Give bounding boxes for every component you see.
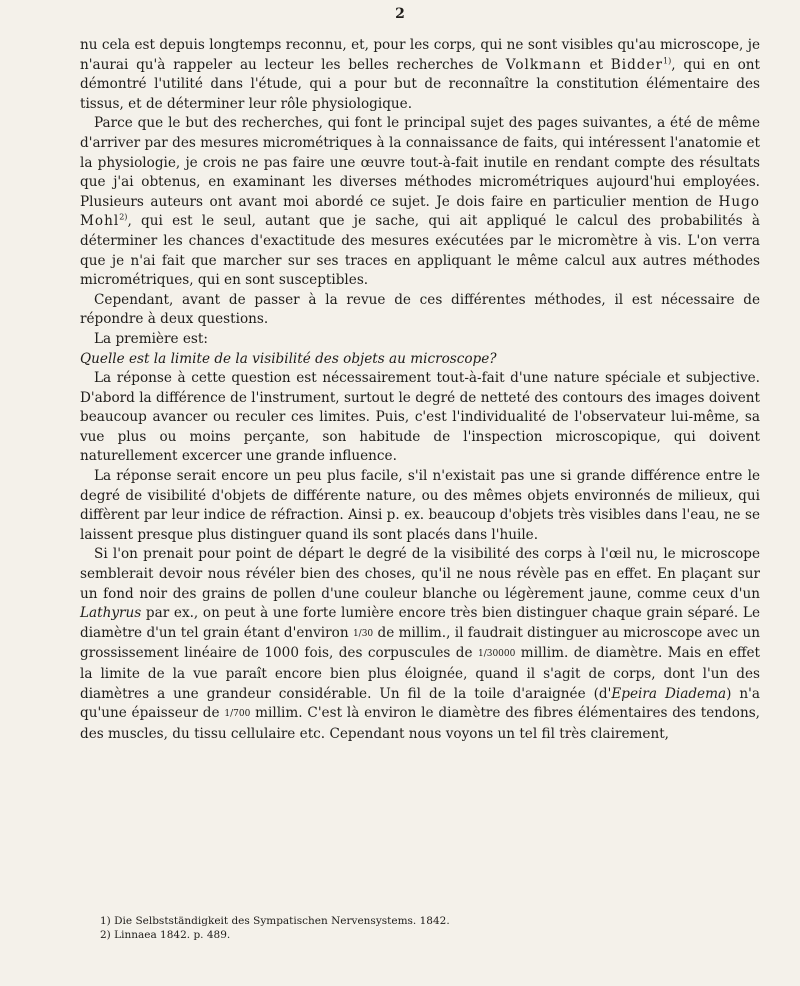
text-run: La réponse serait encore un peu plus facile, s'il n'existait pas une si grande différence entre le degré de visibilité d'objets de différente nature, ou des mêmes objets environnés de milieux, qui diffèrent par leur indice de réfraction. Ainsi p. ex. beaucoup d'objets très visibles dans l'eau, ne se laissent presque plus distinguer quand ils sont placés dans l'huile. <box>80 468 760 543</box>
text-run: , qui est le seul, autant que je sache, qui ait appliqué le calcul des probabilités à déterminer les chances d'exactitude des mesures exécutées par le micromètre à vis. L'on verra que je n'ai fait que marcher sur ses traces en appliquant le même calcul aux autres méthodes micrométriques, qui en sont susceptibles. <box>80 213 760 289</box>
paragraph <box>80 369 760 467</box>
paragraph <box>80 330 760 350</box>
footnote-ref: 2) <box>119 212 128 222</box>
author-name: Bidder <box>610 56 664 73</box>
text-run: La première est: <box>94 330 208 347</box>
footnotes <box>100 914 740 942</box>
paragraph <box>80 545 760 744</box>
fraction: 1/30 <box>352 628 374 639</box>
text-run: de millim., il faudrait distinguer au microscope avec un grossissement linéaire de 1000 fois, des corpuscules de <box>80 624 761 662</box>
text-run: millim. de diamètre. Mais en effet la limite de la vue paraît encore bien plus éloignée, quand il s'agit de corps, dont l'un des diamètres a une grandeur considérable. Un fil de la toile d'araignée (d' <box>80 645 760 702</box>
species-name: Lathyrus <box>80 605 142 622</box>
paragraph <box>80 291 760 330</box>
question-heading <box>80 350 760 370</box>
page-number: 2 <box>395 6 405 22</box>
text-run: Si l'on prenait pour point de départ le degré de la visibilité des corps à l'œil nu, le microscope semblerait devoir nous révéler bien des choses, qu'il ne nous révèle pas en effet. En plaçant sur un fond noir des grains de pollen d'une couleur blanche ou légèrement jaune, comme ceux d'un <box>80 546 760 602</box>
body-text <box>80 36 760 744</box>
footnote: 2) Linnaea 1842. p. 489. <box>100 929 231 941</box>
text-run: Quelle est la limite de la visibilité des objets au microscope? <box>80 350 497 367</box>
text-run: Parce que le but des recherches, qui font le principal sujet des pages suivantes, a été de même d'arriver par des mesures micrométriques à la connaissance de faits, qui intéressent l'anatomie et la physiologie, je crois ne pas faire une œuvre tout-à-fait inutile en rendant compte des résultats que j'ai obtenus, en examinant les diverses méthodes micrométriques aujourd'hui employées. Plusieurs auteurs ont avant moi abordé ce sujet. Je dois faire en particulier mention de <box>80 115 760 210</box>
author-name: Hugo Mohl <box>80 193 760 230</box>
fraction: 1/30000 <box>477 649 516 660</box>
text-run: La réponse à cette question est nécessairement tout-à-fait d'une nature spéciale et subjective. D'abord la différence de l'instrument, surtout le degré de netteté des contours des images doivent beaucoup avancer ou reculer ces limites. Puis, c'est l'individualité de l'observateur lui-même, sa vue plus ou moins perçante, son habitude de l'inspection microscopique, qui doivent naturellement excercer une grande influence. <box>80 370 760 465</box>
species-name: Epeira Diadema <box>611 685 727 702</box>
fraction: 1/700 <box>224 709 251 720</box>
text-run: , qui en ont démontré l'utilité dans l'étude, qui a pour but de reconnaître la constitution élémentaire des tissus, et de déterminer leur rôle physiologique. <box>80 56 760 112</box>
author-name: Volkmann <box>505 56 582 73</box>
text-run: et <box>581 56 611 73</box>
text-run: ) n'a qu'une épaisseur de <box>80 685 760 722</box>
paragraph <box>80 114 760 290</box>
text-run: par ex., on peut à une forte lumière encore très bien distinguer chaque grain séparé. Le diamètre d'un tel grain étant d'environ <box>80 605 760 641</box>
paragraph <box>80 36 760 114</box>
text-run: Cependant, avant de passer à la revue de ces différentes méthodes, il est nécessaire de répondre à deux questions. <box>80 291 760 328</box>
text-run: millim. C'est là environ le diamètre des fibres élémentaires des tendons, des muscles, du tissu cellulaire etc. Cependant nous voyons un tel fil très clairement, <box>80 705 760 742</box>
footnote-ref: 1) <box>663 56 672 66</box>
paragraph <box>80 467 760 545</box>
footnote: 1) Die Selbstständigkeit des Sympatischen Nervensystems. 1842. <box>100 915 450 927</box>
text-run: nu cela est depuis longtemps reconnu, et, pour les corps, qui ne sont visibles qu'au microscope, je n'aurai qu'à rappeler au lecteur les belles recherches de <box>80 37 760 73</box>
